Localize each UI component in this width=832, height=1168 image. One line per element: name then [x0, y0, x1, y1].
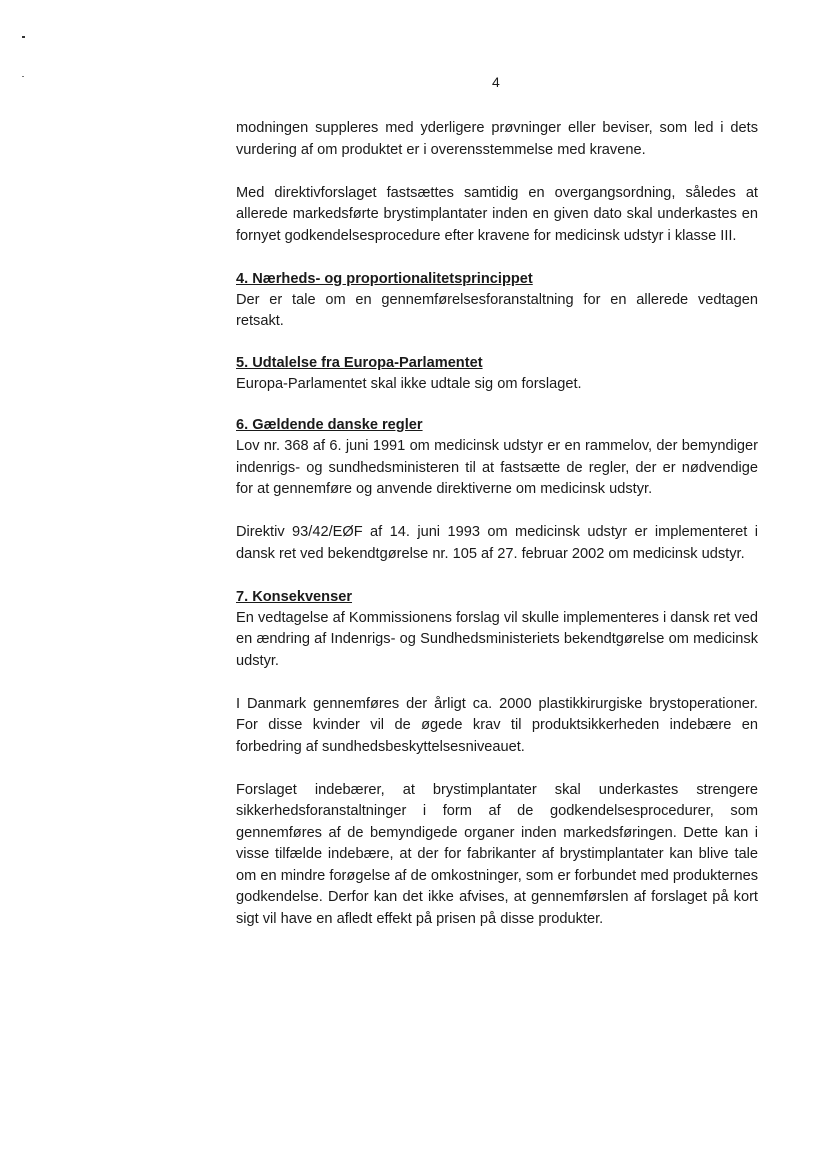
page-number: 4 — [492, 74, 500, 90]
section-heading: 5. Udtalelse fra Europa-Parlamentet — [236, 354, 483, 371]
scan-mark — [22, 36, 25, 38]
paragraph: En vedtagelse af Kommissionens forslag vil skulle implementeres i dansk ret ved en ændring af Indenrigs- og Sundhedsministeriets bekendtgørelse om medicinsk udstyr. — [236, 609, 758, 669]
document-body — [236, 118, 758, 930]
paragraph: Der er tale om en gennemførelsesforanstaltning for en allerede vedtagen retsakt. — [236, 291, 758, 329]
section-heading: 4. Nærheds- og proportionalitetsprincippet — [236, 270, 533, 287]
paragraph: Forslaget indebærer, at brystimplantater skal underkastes strengere sikkerhedsforanstaltninger i form af de godkendelsesprocedurer, som gennemføres af de bemyndigede organer inden markedsføringen. Dette kan i visse tilfælde indebære, at der for fabrikanter af brystimplantater kan blive tale om en mindre forøgelse af de omkostninger, som er forbundet med produkternes godkendelse. Derfor kan det ikke afvises, at gennemførslen af forslaget på kort sigt vil have en afledt effekt på prisen på disse produkter. — [236, 781, 758, 927]
paragraph: Med direktivforslaget fastsættes samtidig en overgangsordning, således at allerede markedsførte brystimplantater inden en given dato skal underkastes en fornyet godkendelsesprocedure efter kravene for medicinsk udstyr i klasse III. — [236, 184, 758, 244]
scan-mark — [22, 76, 24, 77]
paragraph: Europa-Parlamentet skal ikke udtale sig om forslaget. — [236, 375, 582, 392]
section-heading: 7. Konsekvenser — [236, 588, 353, 605]
section-heading: 6. Gældende danske regler — [236, 417, 423, 433]
paragraph: Lov nr. 368 af 6. juni 1991 om medicinsk udstyr er en rammelov, der bemyndiger indenrigs- og sundhedsministeren til at fastsætte de regler, der er nødvendige for at gennemføre og anvende direktiverne om medicinsk udstyr. — [236, 438, 758, 497]
paragraph: modningen suppleres med yderligere prøvninger eller beviser, som led i dets vurdering af om produktet er i overensstemmelse med kravene. — [236, 120, 758, 158]
paragraph: Direktiv 93/42/EØF af 14. juni 1993 om medicinsk udstyr er implementeret i dansk ret ved bekendtgørelse nr. 105 af 27. februar 2002 om medicinsk udstyr. — [236, 524, 758, 562]
paragraph: I Danmark gennemføres der årligt ca. 2000 plastikkirurgiske brystoperationer. For disse kvinder vil de øgede krav til produktsikkerheden indebære en forbedring af sundhedsbeskyttelsesniveauet. — [236, 695, 758, 755]
